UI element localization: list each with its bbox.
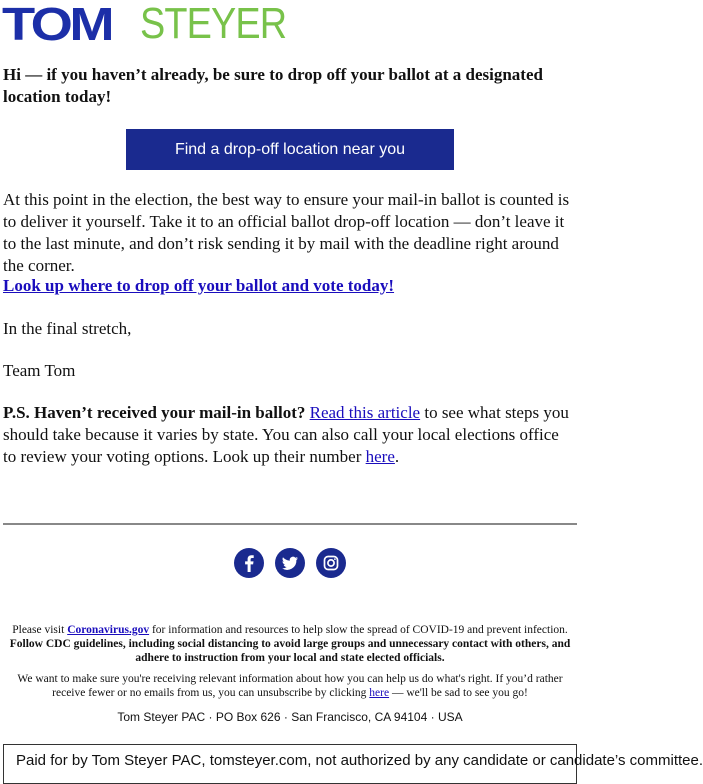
logo-steyer-text: STEYER: [140, 0, 287, 48]
signature: Team Tom: [3, 361, 76, 380]
closing-line: In the final stretch,: [3, 319, 132, 338]
instagram-icon[interactable]: [316, 548, 346, 578]
body-paragraph: At this point in the election, the best way to ensure your mail-in ballot is counted is to deliver it yourself. Take it to an official ballot drop-off location — don’t leave it to the last minute, and don’t risk sending it by mail with the deadline right around the corner.: [3, 190, 570, 275]
cdc-guidelines: Follow CDC guidelines, including social distancing to avoid large groups and unnecessary contact with others, and adhere to instruction from your local and state elected officials.: [9, 638, 571, 664]
ps-heading: P.S. Haven’t received your mail-in ballot?: [3, 403, 306, 422]
coronavirus-gov-link[interactable]: Coronavirus.gov: [67, 624, 150, 636]
paid-for-disclaimer: Paid for by Tom Steyer PAC, tomsteyer.com, not authorized by any candidate or candidate’s committee.: [3, 744, 577, 784]
unsub-pre: We want to make sure you're receiving relevant information about how you can help us do what's right. If you’d rather receive fewer or no emails from us, you can unsubscribe by clicking: [17, 673, 563, 699]
twitter-icon[interactable]: [275, 548, 305, 578]
ps-end: .: [394, 447, 400, 466]
facebook-icon[interactable]: [234, 548, 264, 578]
lookup-drop-off-link[interactable]: Look up where to drop off your ballot and vote today!: [3, 276, 395, 295]
visit-pre: Please visit: [12, 624, 68, 636]
footer-divider: [3, 523, 577, 525]
visit-post: for information and resources to help slow the spread of COVID-19 and prevent infection.: [149, 624, 568, 636]
lookup-paragraph: [3, 275, 575, 297]
read-article-link[interactable]: Read this article: [309, 403, 421, 422]
find-drop-off-button[interactable]: Find a drop-off location near you: [126, 129, 454, 170]
ps-paragraph: [3, 402, 575, 468]
unsub-post: — we'll be sad to see you go!: [389, 687, 528, 699]
lookup-number-link[interactable]: here: [365, 447, 395, 466]
ps-text: to see what steps you should take because it varies by state. You can also call your local elections office to review your voting options. Look up their number: [3, 403, 569, 466]
mailing-address: Tom Steyer PAC · PO Box 626 · San Francisco, CA 94104 · USA: [117, 710, 463, 724]
tom-steyer-logo: [2, 0, 287, 50]
intro-heading: Hi — if you haven’t already, be sure to drop off your ballot at a designated location today!: [3, 65, 543, 106]
unsubscribe-link[interactable]: here: [369, 687, 390, 699]
covid-notice: [6, 623, 574, 665]
logo-tom-text: TOM: [2, 0, 112, 50]
unsubscribe-notice: [6, 672, 574, 700]
